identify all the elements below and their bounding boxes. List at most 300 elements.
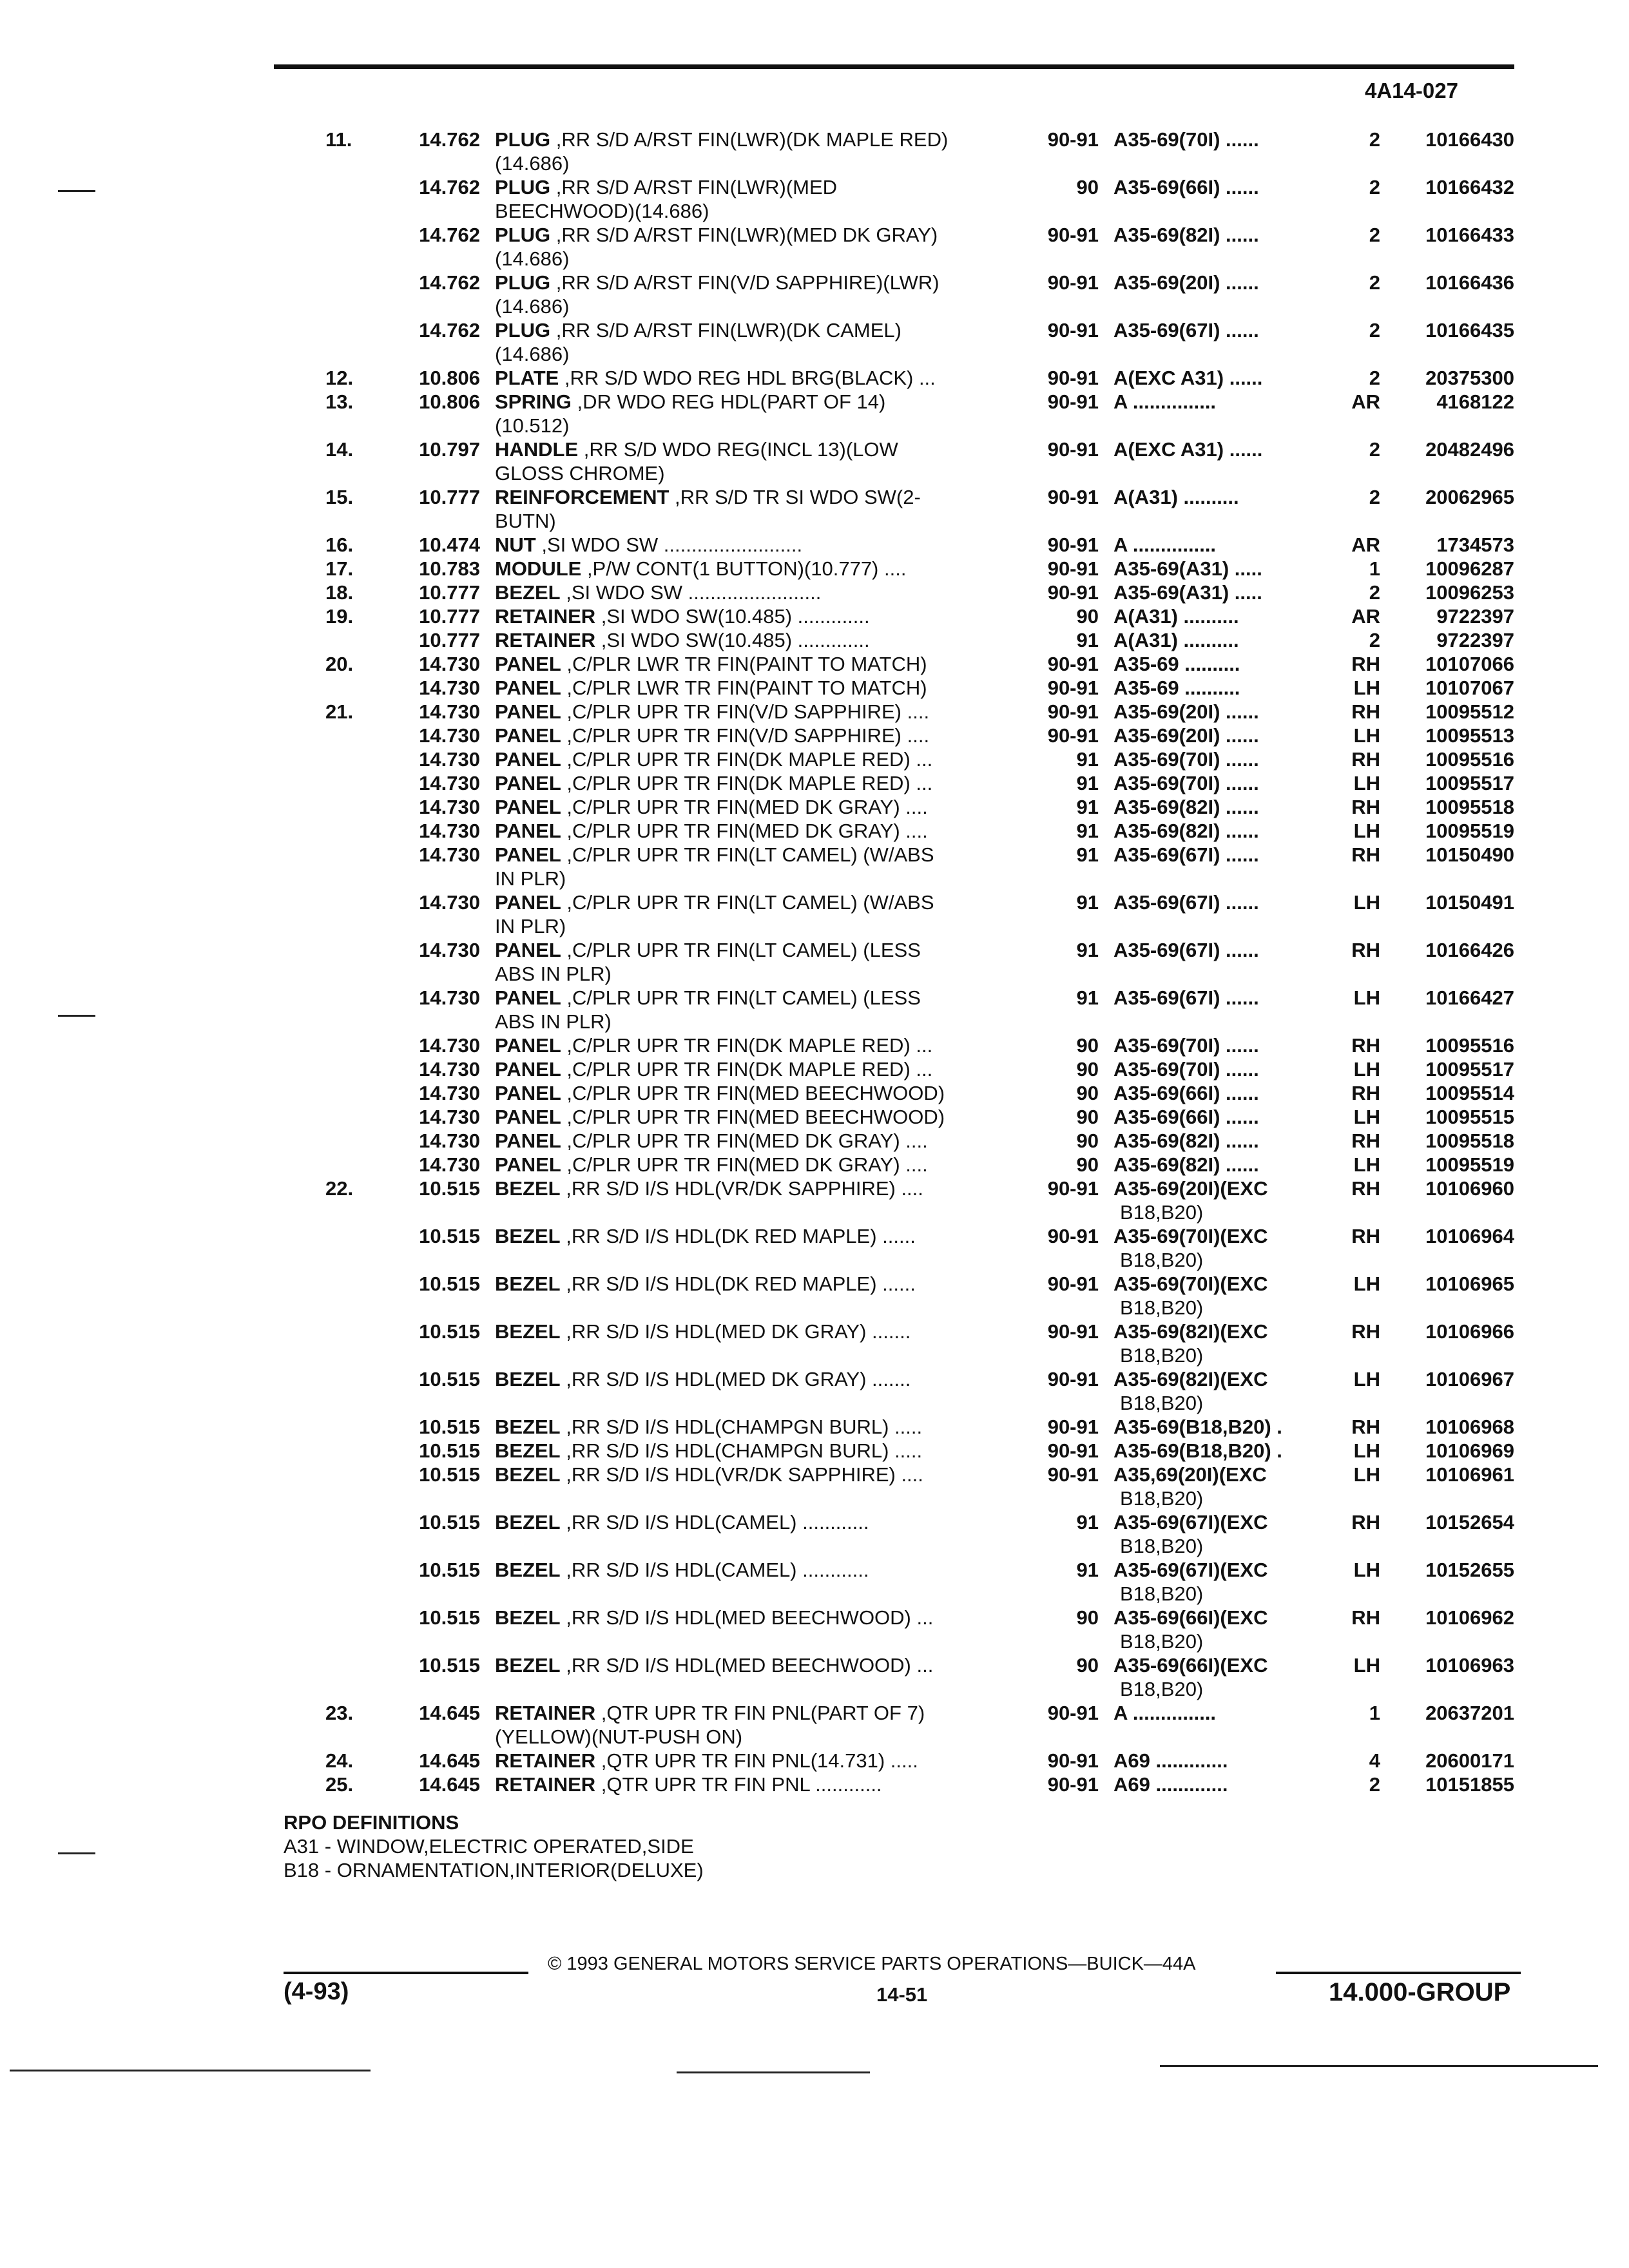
table-row [0,700,1629,724]
table-row [0,843,1629,867]
part-description-continued: (14.686) [495,152,570,175]
quantity: RH [1351,1034,1380,1057]
usage-continued: B18,B20) [1120,1392,1204,1414]
model-years: 90-91 [1047,128,1099,151]
section-number: 14.730 [419,1106,480,1128]
part-name: RETAINER [495,1773,596,1796]
part-detail: ,P/W CONT(1 BUTTON)(10.777) .... [581,557,907,580]
section-number: 10.777 [419,486,480,508]
usage-continued: B18,B20) [1120,1249,1204,1271]
part-number: 10095512 [1425,700,1514,723]
part-detail: ,RR S/D WDO REG HDL BRG(BLACK) ... [559,367,936,389]
rpo-line: B18 - ORNAMENTATION,INTERIOR(DELUXE) [284,1859,704,1881]
model-years: 90-91 [1047,319,1099,341]
table-row [0,1510,1629,1534]
part-detail: ,SI WDO SW(10.485) ............. [595,629,870,651]
usage-code: A35-69(70I) ...... [1113,772,1259,794]
usage-code: A35-69(82I)(EXC [1113,1320,1268,1343]
usage-code: A35-69(70I) ...... [1113,748,1259,771]
part-detail: ,RR S/D A/RST FIN(LWR)(MED DK GRAY) [550,224,938,246]
section-number: 14.730 [419,1153,480,1176]
usage-code: A(EXC A31) ...... [1113,438,1263,461]
usage-code: A35-69(82I) ...... [1113,1153,1259,1176]
quantity: RH [1351,653,1380,675]
table-row [0,1558,1629,1582]
part-number: 10096253 [1425,581,1514,604]
part-description [495,1224,916,1248]
usage-code: A ............... [1113,533,1217,556]
part-detail: ,RR S/D I/S HDL(CAMEL) ............ [560,1559,869,1581]
model-years: 91 [1076,796,1099,818]
usage-continued: B18,B20) [1120,1487,1204,1510]
model-years: 90-91 [1047,1177,1099,1200]
table-row-continuation [0,1629,1629,1653]
part-detail: ,C/PLR UPR TR FIN(DK MAPLE RED) ... [561,1058,933,1081]
part-detail: ,RR S/D I/S HDL(VR/DK SAPPHIRE) .... [560,1177,923,1200]
quantity: LH [1353,820,1380,842]
model-years: 90-91 [1047,367,1099,389]
model-years: 91 [1076,891,1099,914]
part-number: 10107067 [1425,677,1514,699]
part-name: BEZEL [495,1439,561,1462]
part-number: 10095518 [1425,1129,1514,1152]
model-years: 90 [1076,1106,1099,1128]
part-number: 10166430 [1425,128,1514,151]
part-description [495,843,934,867]
part-number: 10106967 [1425,1368,1514,1390]
rpo-line: A31 - WINDOW,ELECTRIC OPERATED,SIDE [284,1835,694,1858]
scan-edge-mark [677,2071,870,2073]
part-name: PANEL [495,891,561,914]
table-row-continuation [0,1725,1629,1749]
table-row [0,1415,1629,1439]
part-detail: ,RR S/D I/S HDL(CAMEL) ............ [560,1511,869,1533]
quantity: AR [1351,390,1380,413]
part-name: RETAINER [495,629,596,651]
part-name: PANEL [495,1129,561,1152]
part-name: PLUG [495,176,551,198]
item-number: 20. [325,653,354,675]
part-detail: ,RR S/D A/RST FIN(LWR)(DK MAPLE RED) [550,128,949,151]
part-detail: ,DR WDO REG HDL(PART OF 14) [571,390,886,413]
part-name: PANEL [495,843,561,866]
table-row-continuation [0,199,1629,223]
table-row [0,1773,1629,1796]
section-number: 14.730 [419,1129,480,1152]
part-name: REINFORCEMENT [495,486,670,508]
quantity: RH [1351,1225,1380,1247]
section-number: 14.730 [419,700,480,723]
table-row [0,1749,1629,1773]
item-number: 13. [325,390,354,413]
quantity: 2 [1369,1773,1380,1796]
part-description [495,581,821,604]
quantity: RH [1351,1511,1380,1533]
quantity: LH [1353,986,1380,1009]
table-row [0,795,1629,819]
item-number: 17. [325,557,354,580]
table-row [0,557,1629,581]
quantity: RH [1351,1416,1380,1438]
usage-code: A35-69(82I)(EXC [1113,1368,1268,1390]
section-number: 14.730 [419,891,480,914]
usage-continued: B18,B20) [1120,1630,1204,1653]
part-detail: ,RR S/D I/S HDL(CHAMPGN BURL) ..... [560,1416,923,1438]
part-description [495,890,934,914]
section-number: 10.515 [419,1368,480,1390]
section-number: 14.762 [419,224,480,246]
usage-code: A35-69(66I) ...... [1113,1106,1259,1128]
table-row-continuation [0,1677,1629,1701]
quantity: RH [1351,796,1380,818]
part-description [495,652,927,676]
quantity: LH [1353,1439,1380,1462]
usage-code: A35-69(67I)(EXC [1113,1511,1268,1533]
part-description [495,128,948,151]
usage-code: A35-69(66I) ...... [1113,176,1259,198]
part-detail: ,C/PLR UPR TR FIN(V/D SAPPHIRE) .... [561,724,930,747]
quantity: AR [1351,533,1380,556]
part-detail: ,QTR UPR TR FIN PNL(14.731) ..... [595,1749,918,1772]
part-description [495,1081,945,1105]
table-row [0,318,1629,342]
section-number: 10.797 [419,438,480,461]
part-detail: ,C/PLR LWR TR FIN(PAINT TO MATCH) [561,653,927,675]
part-description [495,1367,911,1391]
part-name: BEZEL [495,1416,561,1438]
table-row [0,366,1629,390]
usage-code: A35-69(B18,B20) . [1113,1416,1282,1438]
table-row [0,1320,1629,1343]
scan-edge-mark [10,2070,371,2071]
section-number: 10.515 [419,1559,480,1581]
part-description [495,938,921,962]
table-row [0,1463,1629,1486]
table-row [0,437,1629,461]
model-years: 90-91 [1047,1773,1099,1796]
table-row-continuation [0,151,1629,175]
quantity: RH [1351,1606,1380,1629]
part-detail: ,C/PLR UPR TR FIN(MED BEECHWOOD) [561,1106,945,1128]
part-name: PLUG [495,128,551,151]
model-years: 91 [1076,1559,1099,1581]
table-row [0,223,1629,247]
part-name: RETAINER [495,605,596,628]
model-years: 91 [1076,939,1099,961]
table-row-continuation [0,1486,1629,1510]
part-number: 10106963 [1425,1654,1514,1677]
item-number: 22. [325,1177,354,1200]
part-name: PANEL [495,700,561,723]
usage-continued: B18,B20) [1120,1344,1204,1367]
model-years: 90 [1076,176,1099,198]
rpo-heading: RPO DEFINITIONS [284,1811,459,1834]
section-number: 14.730 [419,653,480,675]
usage-code: A69 ............. [1113,1749,1228,1772]
part-name: BEZEL [495,1511,561,1533]
model-years: 90-91 [1047,390,1099,413]
part-detail: ,QTR UPR TR FIN PNL ............ [595,1773,882,1796]
item-number: 14. [325,438,354,461]
part-description [495,819,928,843]
part-description-continued: ABS IN PLR) [495,1010,612,1033]
section-number: 14.730 [419,843,480,866]
part-detail: ,C/PLR UPR TR FIN(MED DK GRAY) .... [561,820,928,842]
parts-table [0,128,1629,1796]
table-row [0,652,1629,676]
table-row [0,1105,1629,1129]
part-description-continued: (14.686) [495,247,570,270]
footer-rule-right [1276,1972,1521,1974]
section-number: 14.730 [419,724,480,747]
part-number: 10106962 [1425,1606,1514,1629]
usage-continued: B18,B20) [1120,1678,1204,1700]
usage-code: A35-69(67I) ...... [1113,986,1259,1009]
model-years: 90-91 [1047,1368,1099,1390]
table-row-continuation [0,342,1629,366]
model-years: 90-91 [1047,1225,1099,1247]
model-years: 90-91 [1047,533,1099,556]
part-number: 10150491 [1425,891,1514,914]
table-row [0,1057,1629,1081]
quantity: LH [1353,1106,1380,1128]
model-years: 90 [1076,1153,1099,1176]
model-years: 90-91 [1047,438,1099,461]
quantity: RH [1351,1320,1380,1343]
table-row [0,986,1629,1010]
section-number: 14.645 [419,1749,480,1772]
model-years: 90-91 [1047,581,1099,604]
model-years: 90-91 [1047,486,1099,508]
usage-code: A35-69(67I)(EXC [1113,1559,1268,1581]
part-name: RETAINER [495,1749,596,1772]
quantity: LH [1353,1654,1380,1677]
quantity: 4 [1369,1749,1380,1772]
table-row [0,1272,1629,1296]
table-row-continuation [0,962,1629,986]
table-row [0,390,1629,414]
usage-code: A35-69(82I) ...... [1113,224,1259,246]
usage-code: A35-69 .......... [1113,653,1240,675]
model-years: 90-91 [1047,271,1099,294]
table-row [0,628,1629,652]
quantity: 2 [1369,486,1380,508]
part-number: 10152655 [1425,1559,1514,1581]
part-description [495,1510,869,1534]
section-number: 14.730 [419,1058,480,1081]
model-years: 90 [1076,1058,1099,1081]
table-row-continuation [0,1534,1629,1558]
part-description [495,1153,928,1177]
part-detail: ,RR S/D TR SI WDO SW(2- [669,486,921,508]
part-description [495,1177,923,1200]
part-number: 10095519 [1425,820,1514,842]
part-description [495,724,929,747]
item-number: 21. [325,700,354,723]
table-row-continuation [0,1343,1629,1367]
section-number: 10.515 [419,1654,480,1677]
section-number: 10.474 [419,533,480,556]
part-name: PLUG [495,224,551,246]
binder-mark [58,1015,95,1017]
part-description [495,771,932,795]
part-name: PANEL [495,724,561,747]
part-description [495,700,929,724]
section-number: 10.515 [419,1439,480,1462]
part-detail: ,RR S/D I/S HDL(VR/DK SAPPHIRE) .... [560,1463,923,1486]
part-description [495,437,898,461]
table-row [0,271,1629,294]
item-number: 15. [325,486,354,508]
part-detail: ,C/PLR UPR TR FIN(MED BEECHWOOD) [561,1082,945,1104]
quantity: RH [1351,748,1380,771]
table-row [0,604,1629,628]
table-row-continuation [0,1200,1629,1224]
part-detail: ,C/PLR UPR TR FIN(MED DK GRAY) .... [561,1129,928,1152]
part-detail: ,RR S/D I/S HDL(MED BEECHWOOD) ... [560,1654,934,1677]
table-row-continuation [0,867,1629,890]
part-description [495,1558,869,1582]
part-number: 20375300 [1425,367,1514,389]
part-detail: ,RR S/D I/S HDL(CHAMPGN BURL) ..... [560,1439,923,1462]
model-years: 90 [1076,1654,1099,1677]
section-number: 14.762 [419,271,480,294]
model-years: 91 [1076,986,1099,1009]
part-description [495,1749,918,1773]
table-row [0,1367,1629,1391]
model-years: 91 [1076,820,1099,842]
part-description [495,676,927,700]
rpo-definitions [284,1811,704,1882]
part-number: 10166432 [1425,176,1514,198]
part-number: 10166435 [1425,319,1514,341]
usage-code: A35-69(A31) ..... [1113,557,1262,580]
part-name: PANEL [495,1034,561,1057]
quantity: 2 [1369,581,1380,604]
part-name: PLATE [495,367,559,389]
part-number: 20482496 [1425,438,1514,461]
section-number: 10.806 [419,390,480,413]
part-description-continued: (14.686) [495,343,570,365]
model-years: 90-91 [1047,1463,1099,1486]
part-number: 10095516 [1425,1034,1514,1057]
table-row-continuation [0,461,1629,485]
quantity: LH [1353,1058,1380,1081]
quantity: 2 [1369,629,1380,651]
part-number: 10107066 [1425,653,1514,675]
part-name: BEZEL [495,1177,561,1200]
part-name: PANEL [495,677,561,699]
table-row-continuation [0,294,1629,318]
usage-continued: B18,B20) [1120,1201,1204,1224]
section-number: 10.515 [419,1416,480,1438]
part-number: 10095516 [1425,748,1514,771]
part-description [495,1272,916,1296]
part-detail: ,RR S/D WDO REG(INCL 13)(LOW [578,438,898,461]
section-number: 14.762 [419,128,480,151]
table-row [0,1606,1629,1629]
model-years: 90-91 [1047,700,1099,723]
part-description [495,271,940,294]
part-name: PANEL [495,820,561,842]
table-row [0,890,1629,914]
usage-code: A ............... [1113,390,1217,413]
model-years: 90 [1076,1082,1099,1104]
usage-code: A(EXC A31) ...... [1113,367,1263,389]
section-number: 10.515 [419,1463,480,1486]
part-description [495,557,906,581]
part-number: 10095519 [1425,1153,1514,1176]
scan-edge-mark [1160,2065,1598,2067]
quantity: 2 [1369,176,1380,198]
table-row [0,1177,1629,1200]
section-number: 14.762 [419,319,480,341]
quantity: 2 [1369,224,1380,246]
part-description [495,1033,932,1057]
table-row-continuation [0,414,1629,437]
table-row-continuation [0,1391,1629,1415]
part-description-continued: IN PLR) [495,867,566,890]
part-number: 10166426 [1425,939,1514,961]
part-detail: ,C/PLR UPR TR FIN(MED DK GRAY) .... [561,1153,928,1176]
part-number: 10106961 [1425,1463,1514,1486]
part-detail: ,C/PLR UPR TR FIN(V/D SAPPHIRE) .... [561,700,930,723]
quantity: LH [1353,1368,1380,1390]
part-description [495,1773,882,1796]
usage-code: A35-69(A31) ..... [1113,581,1262,604]
table-row [0,1129,1629,1153]
part-detail: ,RR S/D I/S HDL(MED BEECHWOOD) ... [560,1606,934,1629]
usage-code: A35-69(B18,B20) . [1113,1439,1282,1462]
quantity: 2 [1369,438,1380,461]
usage-code: A35-69(66I) ...... [1113,1082,1259,1104]
part-name: BEZEL [495,1320,561,1343]
part-description [495,1653,933,1677]
item-number: 12. [325,367,354,389]
item-number: 18. [325,581,354,604]
part-number: 10106968 [1425,1416,1514,1438]
part-description [495,1320,911,1343]
section-number: 14.762 [419,176,480,198]
quantity: LH [1353,772,1380,794]
part-number: 4168122 [1436,390,1514,413]
model-years: 90-91 [1047,653,1099,675]
part-description [495,1129,928,1153]
quantity: RH [1351,1129,1380,1152]
usage-code: A69 ............. [1113,1773,1228,1796]
table-row [0,1653,1629,1677]
part-detail: ,RR S/D I/S HDL(MED DK GRAY) ....... [560,1320,911,1343]
part-name: BEZEL [495,1225,561,1247]
usage-code: A(A31) .......... [1113,605,1239,628]
part-number: 10106966 [1425,1320,1514,1343]
part-name: PANEL [495,796,561,818]
footer-rule-left [284,1972,528,1974]
usage-code: A35-69(20I) ...... [1113,271,1259,294]
section-number: 10.783 [419,557,480,580]
model-years: 90-91 [1047,1749,1099,1772]
part-description [495,795,928,819]
table-row [0,938,1629,962]
binder-mark [58,190,95,192]
section-number: 10.515 [419,1511,480,1533]
section-number: 14.645 [419,1773,480,1796]
part-detail: ,QTR UPR TR FIN PNL(PART OF 7) [595,1702,925,1724]
header-rule [274,64,1514,69]
quantity: RH [1351,1177,1380,1200]
model-years: 90-91 [1047,1439,1099,1462]
quantity: 2 [1369,271,1380,294]
